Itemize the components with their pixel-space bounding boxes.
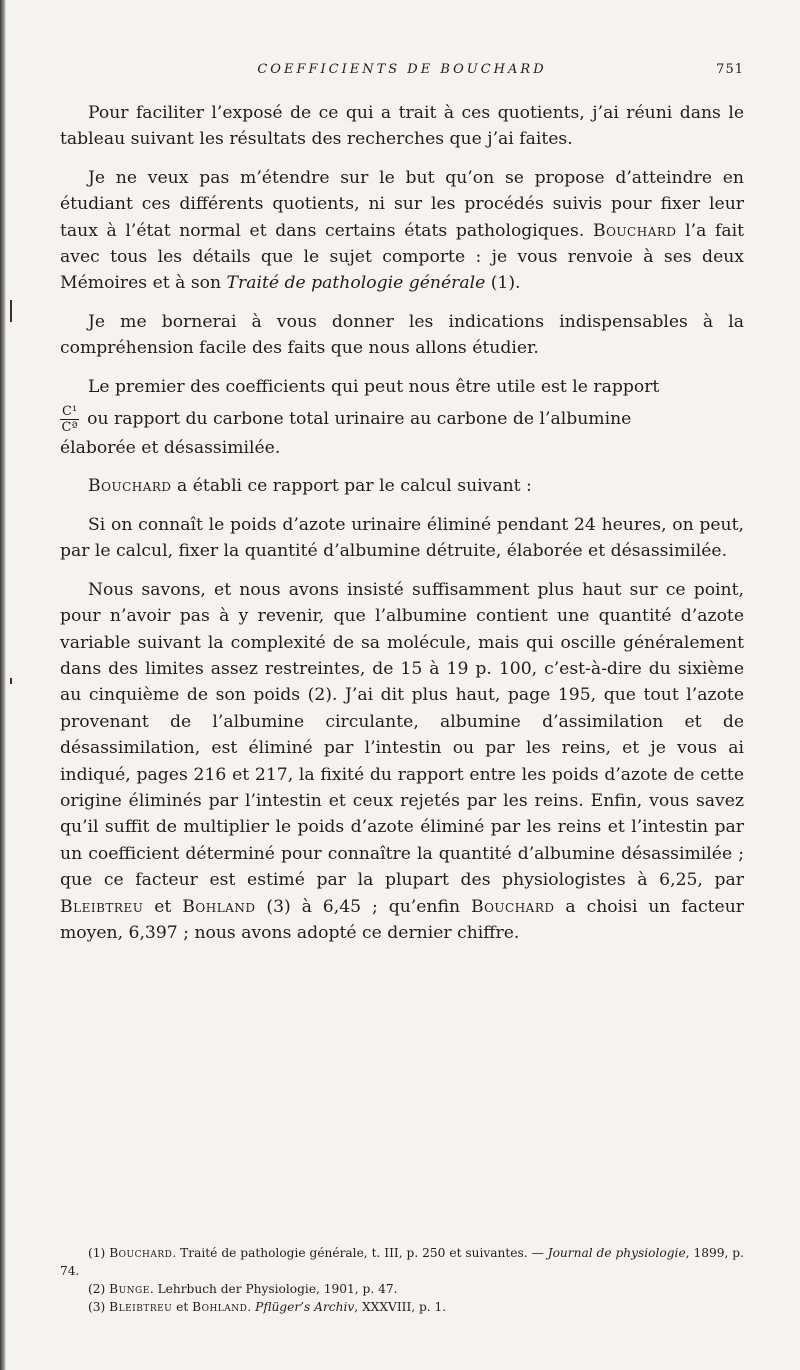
footnote-text: . Lehrbuch der Physiologie, 1901, p. 47. [149, 1282, 398, 1296]
footnote [60, 1298, 744, 1316]
paragraph-text: a établi ce rapport par le calcul suivant : [171, 476, 532, 497]
author-name: Bohland [182, 896, 256, 917]
footnote-text: . [247, 1300, 256, 1314]
footnote-text: . Traité de pathologie générale, t. III, p. 250 et suivantes. — [172, 1246, 548, 1260]
paragraph [60, 577, 744, 947]
author-name: Bleibtreu [60, 896, 144, 917]
author-name: Bouchard [109, 1246, 173, 1260]
footnote-mark: (3) [88, 1300, 110, 1314]
paragraph: Je me bornerai à vous donner les indications indispensables à la compréhension facile des faits que nous allons étudier. [60, 311, 744, 359]
journal-title: Pflüger’s Archiv [255, 1300, 355, 1314]
fraction-denominator: Cª [61, 420, 78, 436]
footnote-mark: (2) [88, 1282, 110, 1296]
paragraph [60, 165, 744, 297]
paragraph-text: élaborée et désassimilée. [60, 438, 281, 459]
paragraph-text: Je ne veux pas m’étendre sur le but qu’on se propose d’atteindre en étudiant ces différents quotients, ni sur les procédés suivis pour fixer leur taux à l’état normal et dans certains états pathologiques. [60, 167, 744, 241]
footnote-ref: (1). [485, 273, 521, 294]
author-name: Bohland [192, 1300, 248, 1314]
author-name: Bunge [109, 1282, 150, 1296]
running-header [60, 62, 744, 84]
footnote [60, 1280, 744, 1298]
book-title: Traité de pathologie générale [226, 273, 486, 294]
author-name: Bouchard [470, 896, 555, 917]
running-title: COEFFICIENTS DE BOUCHARD [257, 62, 547, 77]
paragraph: Le premier des coefficients qui peut nous être utile est le rapport [88, 376, 660, 397]
fraction-line [60, 404, 744, 435]
author-name: Bouchard [592, 220, 677, 241]
footnote-text: et [172, 1300, 193, 1314]
margin-mark [10, 678, 12, 684]
paragraph-text: (3) à 6,45 ; qu’enfin [255, 896, 471, 917]
body-text [60, 100, 744, 958]
footnotes [60, 1244, 744, 1316]
paragraph-text: a choisi un facteur moyen, 6,397 ; nous avons adopté ce dernier chiffre. [60, 896, 745, 943]
page-number: 751 [716, 62, 744, 77]
paragraph-text: Nous savons, et nous avons insisté suffisamment plus haut sur ce point, pour n’avoir pas à y revenir, que l’albumine contient une quantité d’azote variable suivant la complexité de sa molécule, mais qui oscille généralement dans des limites assez restreintes, de 15 à 19 p. 100, c’est-à-dire du sixième au cinquième de son poids (2). J’ai dit plus haut, page 195, que tout l’azote provenant de l’albumine circulante, albumine d’assimilation et de désassimilation, est éliminé par l’intestin ou par les reins, et je vous ai indiqué, pages 216 et 217, la fixité du rapport entre les poids d’azote de cette origine éliminés par l’intestin et ceux rejetés par les reins. Enfin, vous savez qu’il suffit de multiplier le poids d’azote éliminé par les reins et l’intestin par un coefficient déterminé pour connaître la quantité d’albumine désassimilée ; que ce facteur est estimé par la plupart des physiologistes à 6,25, par [60, 579, 744, 891]
journal-title: Journal de physiologie [547, 1246, 686, 1260]
paragraph-text: l’a fait avec tous les détails que le sujet comporte : je vous renvoie à ses deux Mémoires et à son [60, 220, 745, 294]
author-name: Bleibtreu [109, 1300, 173, 1314]
paragraph-text: et [143, 896, 183, 917]
footnote-text: , 1899, p. 74. [60, 1246, 744, 1278]
footnote-mark: (1) [88, 1246, 110, 1260]
fraction-numerator: C¹ [62, 404, 78, 420]
carbon-ratio-fraction [60, 404, 79, 435]
author-name: Bouchard [88, 476, 172, 497]
footnote-text: , XXXVIII, p. 1. [354, 1300, 447, 1314]
footnote [60, 1244, 744, 1280]
paragraph: Pour faciliter l’exposé de ce qui a trait à ces quotients, j’ai réuni dans le tableau suivant les résultats des recherches que j’ai faites. [60, 103, 744, 150]
page-binding-edge [0, 0, 6, 1370]
paragraph: Si on connaît le poids d’azote urinaire éliminé pendant 24 heures, on peut, par le calcul, fixer la quantité d’albumine détruite, élaborée et désassimilée. [60, 514, 744, 562]
margin-mark [10, 300, 12, 322]
paragraph-text: ou rapport du carbone total urinaire au carbone de l’albumine [87, 409, 632, 430]
paragraph [60, 473, 744, 499]
